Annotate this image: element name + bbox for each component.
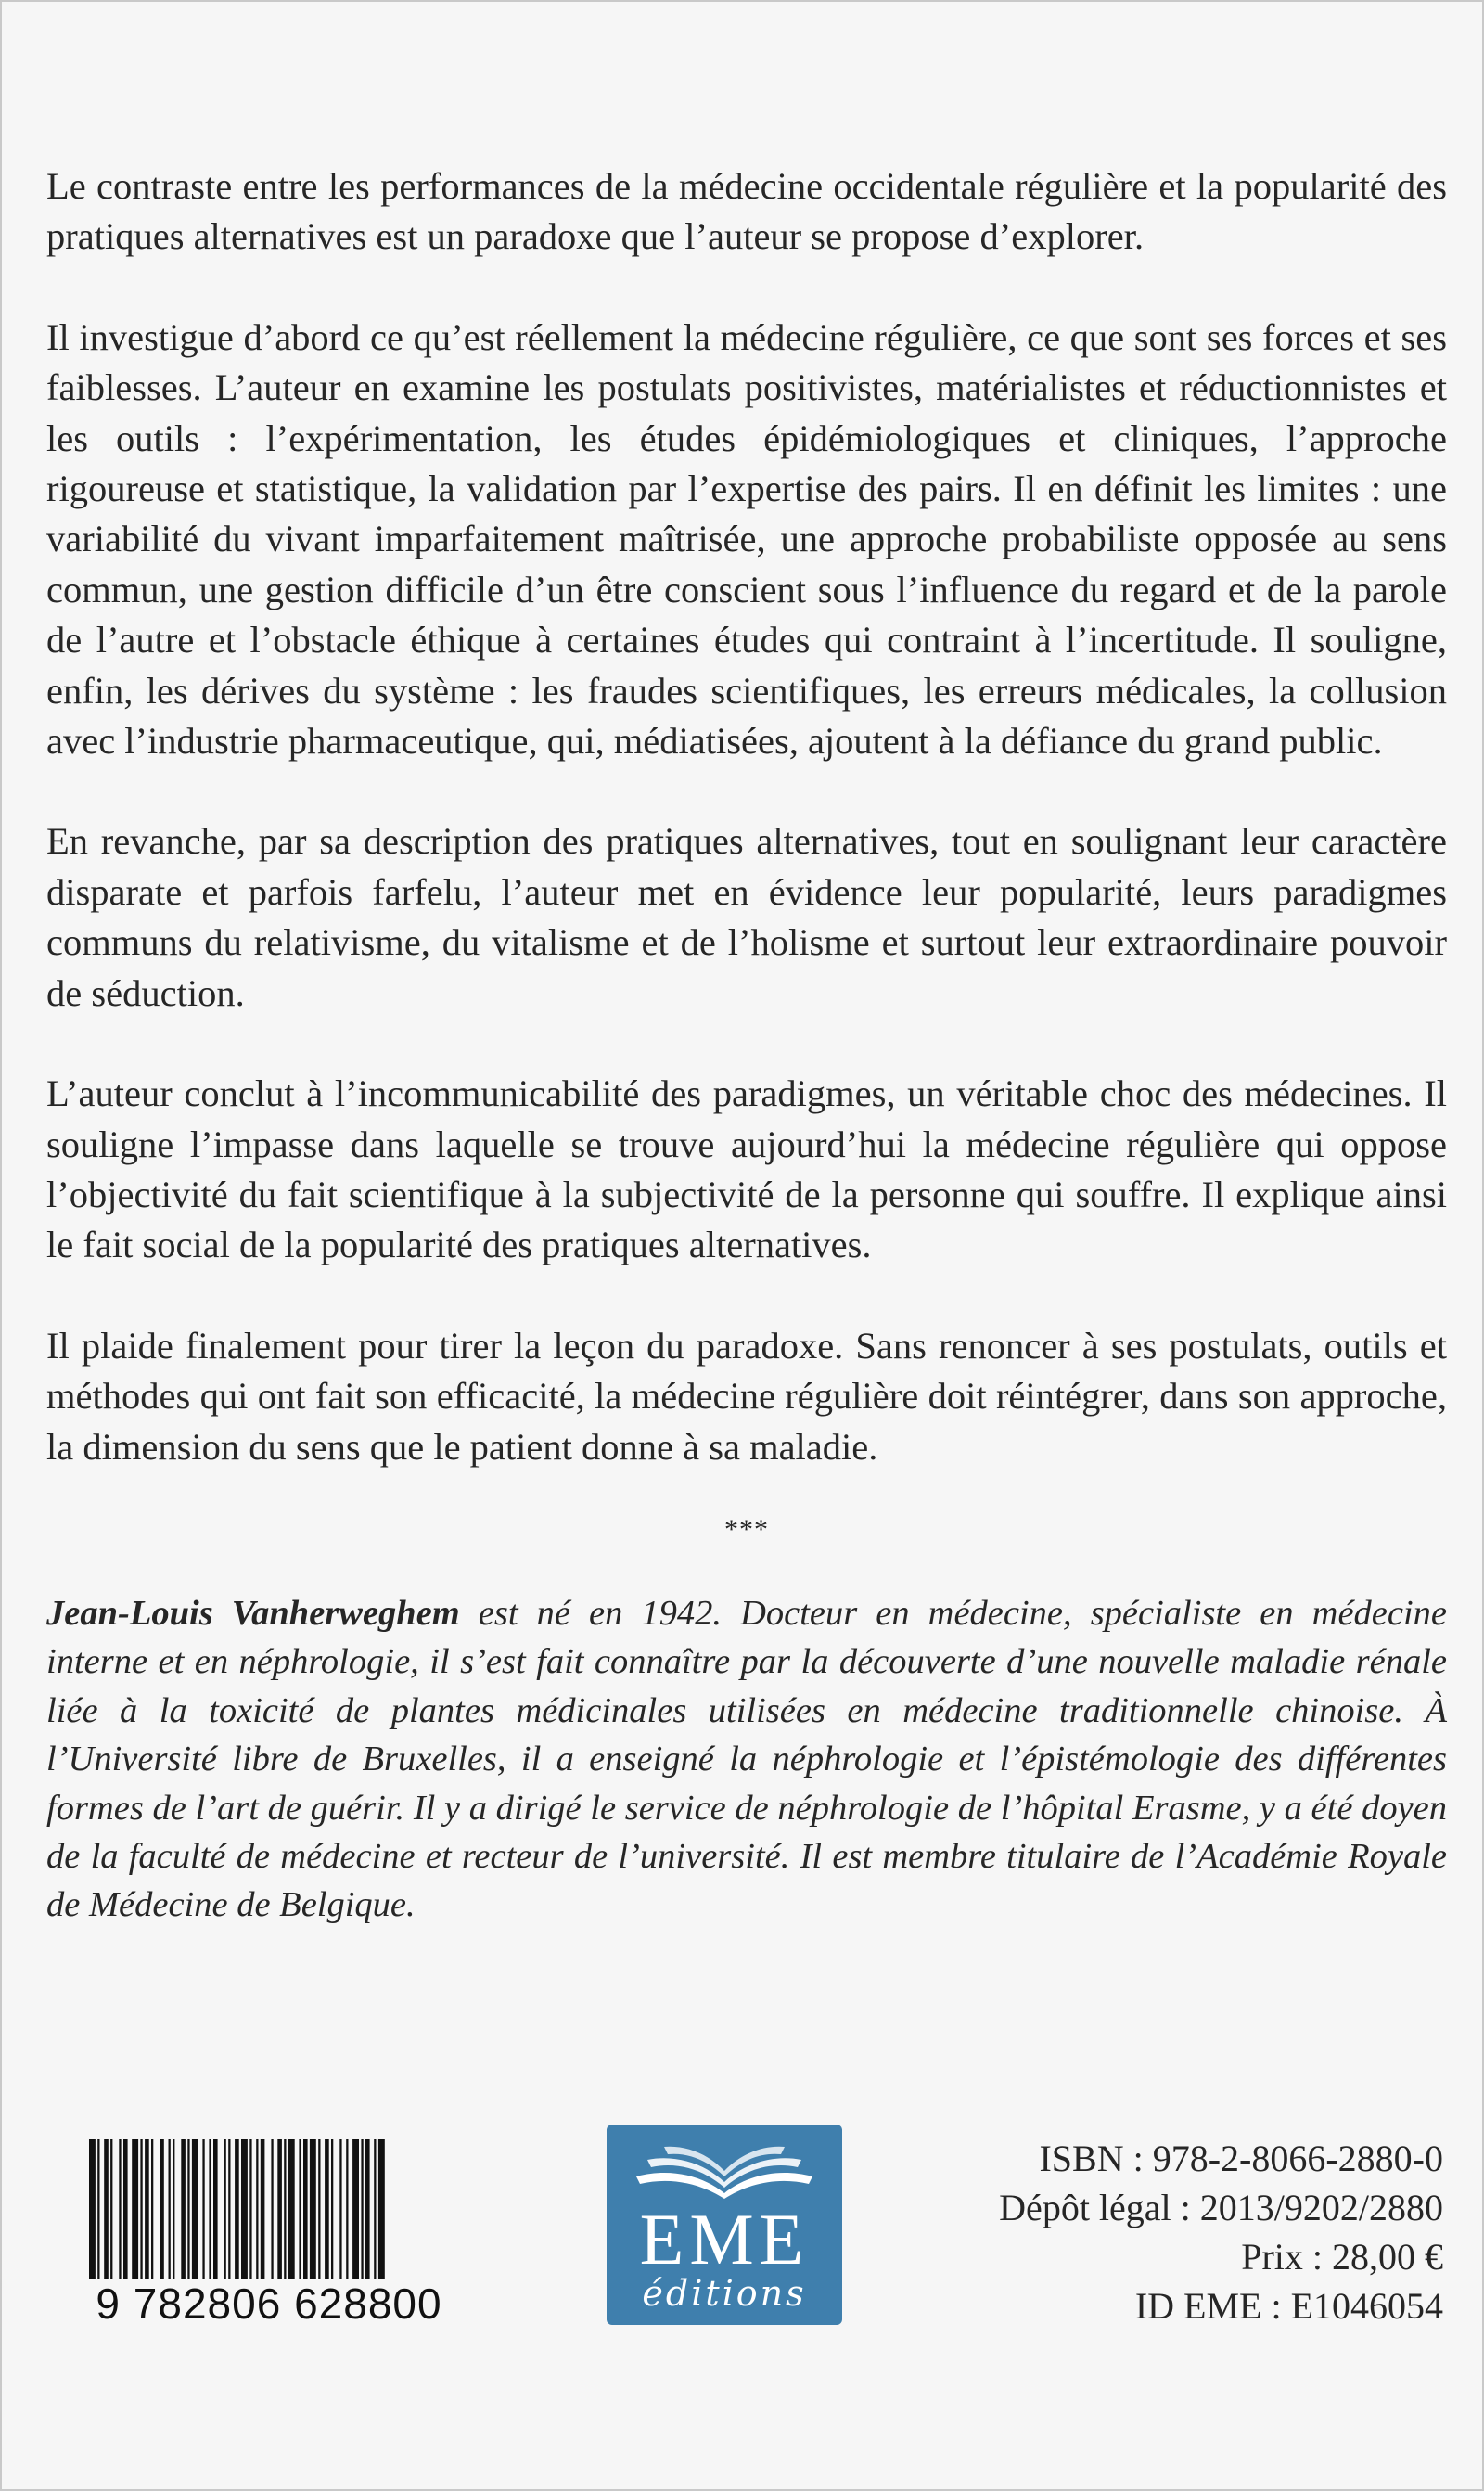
barcode-digits: 9 782806 628800: [83, 2279, 454, 2330]
paragraph-regular-medicine: Il investigue d’abord ce qu’est réellement la médecine régulière, ce que sont ses forces et ses faiblesses. L’auteur en examine les postulats positivistes, matérialistes et réductionnistes et les outils : l’expérimentation, les études épidémiologiques et cliniques, l’approche rigoureuse et statistique, la validation par l’expertise des pairs. Il en définit les limites : une variabilité du vivant imparfaitement maîtrisée, une approche probabiliste opposée au sens commun, une gestion difficile d’un être conscient sous l’influence du regard et de la parole de l’autre et l’obstacle éthique à certaines études qui contraint à l’incertitude. Il souligne, enfin, les dérives du système : les fraudes scientifiques, les erreurs médicales, la collusion avec l’industrie pharmaceutique, qui, médiatisées, ajoutent à la défiance du grand public.: [46, 315, 1447, 763]
paragraph-intro: Le contraste entre les performances de la médecine occidentale régulière et la popularité des pratiques alternatives est un paradoxe que l’auteur se propose d’explorer.: [46, 165, 1447, 258]
paragraph-lesson: Il plaide finalement pour tirer la leçon du paradoxe. Sans renoncer à ses postulats, outils et méthodes qui ont fait son efficacité, la médecine régulière doit réintégrer, dans son approche, la dimension du sens que le patient donne à sa maladie.: [46, 1324, 1447, 1468]
paragraph-conclusion: L’auteur conclut à l’incommunicabilité des paradigmes, un véritable choc des médecines. Il souligne l’impasse dans laquelle se trouve aujourd’hui la médecine régulière qui oppose l’objectivité du fait scientifique à la subjectivité de la personne qui souffre. Il explique ainsi le fait social de la popularité des pratiques alternatives.: [46, 1072, 1447, 1266]
paragraph-alternative-practices: En revanche, par sa description des pratiques alternatives, tout en soulignant leur caractère disparate et parfois farfelu, l’auteur met en évidence leur popularité, leurs paradigmes communs du relativisme, du vitalisme et de l’holisme et surtout leur extraordinaire pouvoir de séduction.: [46, 820, 1447, 1014]
legal-deposit: Dépôt légal : 2013/9202/2880: [999, 2187, 1443, 2228]
publisher-id: ID EME : E1046054: [1134, 2285, 1443, 2327]
author-name: Jean-Louis Vanherweghem: [46, 1593, 460, 1633]
back-cover-text: [46, 161, 1447, 1930]
price: Prix : 28,00 €: [1241, 2236, 1443, 2278]
author-bio-text: est né en 1942. Docteur en médecine, spécialiste en médecine interne et en néphrologie, il s’est fait connaître par la découverte d’une nouvelle maladie rénale liée à la toxicité de plantes médicinales utilisées en médecine traditionnelle chinoise. À l’Université libre de Bruxelles, il a enseigné la néphrologie et l’épistémologie des différentes formes de l’art de guérir. Il y a dirigé le service de néphrologie de l’hôpital Erasme, y a été doyen de la faculté de médecine et recteur de l’université. Il est membre titulaire de l’Académie Royale de Médecine de Belgique.: [46, 1593, 1447, 1925]
section-separator: ***: [724, 1513, 769, 1545]
logo-subtitle: éditions: [642, 2273, 807, 2314]
isbn: ISBN : 978-2-8066-2880-0: [1039, 2138, 1443, 2179]
publisher-logo: [607, 2125, 842, 2325]
publishing-info: [999, 2134, 1443, 2330]
barcode: [83, 2139, 454, 2330]
author-bio: [46, 1589, 1447, 1930]
logo-wordmark: EME: [639, 2199, 810, 2279]
